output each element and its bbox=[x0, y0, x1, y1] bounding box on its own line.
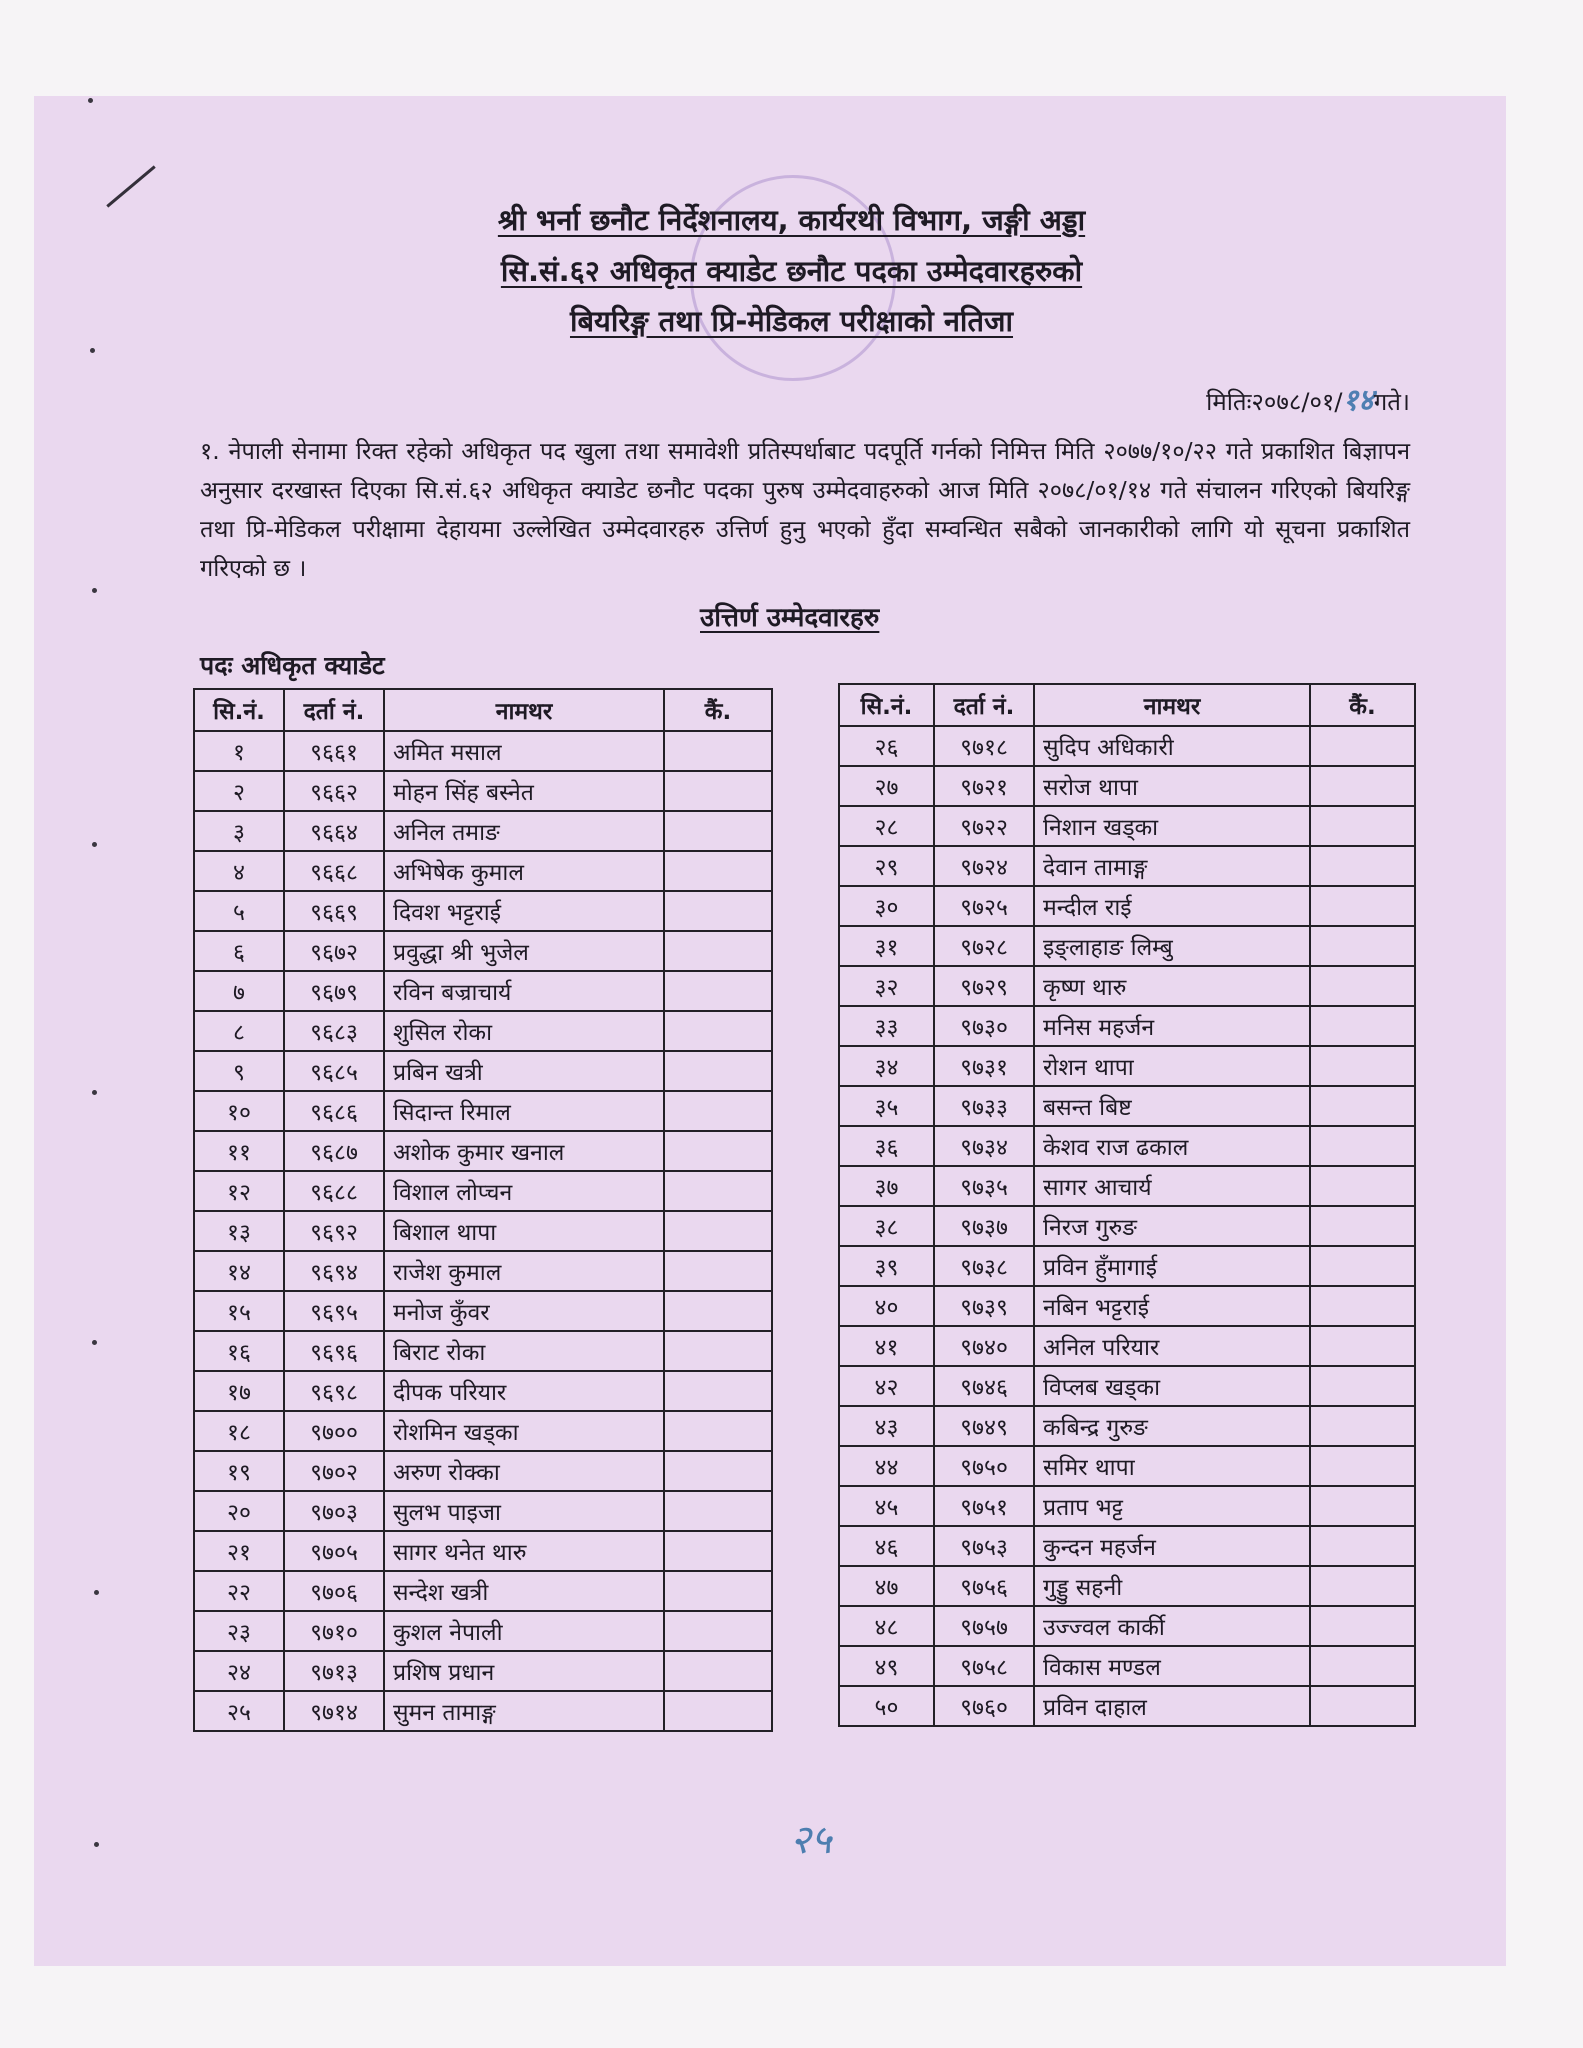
cell-name: कृष्ण थारु bbox=[1034, 966, 1310, 1006]
cell-serial-number: १६ bbox=[194, 1331, 284, 1371]
cell-serial-number: ६ bbox=[194, 931, 284, 971]
cell-name: समिर थापा bbox=[1034, 1446, 1310, 1486]
cell-remark bbox=[664, 891, 772, 931]
cell-serial-number: ३५ bbox=[839, 1086, 934, 1126]
table-row bbox=[839, 886, 1415, 926]
table-row bbox=[839, 846, 1415, 886]
cell-serial-number: १७ bbox=[194, 1371, 284, 1411]
cell-name: राजेश कुमाल bbox=[384, 1251, 664, 1291]
cell-remark bbox=[1310, 806, 1415, 846]
table-row bbox=[839, 1646, 1415, 1686]
cell-serial-number: २४ bbox=[194, 1651, 284, 1691]
table-row bbox=[194, 1531, 772, 1571]
cell-registration-number: ९६८६ bbox=[284, 1091, 384, 1131]
cell-serial-number: ४३ bbox=[839, 1406, 934, 1446]
cell-name: मन्दील राई bbox=[1034, 886, 1310, 926]
table-row bbox=[194, 1691, 772, 1731]
cell-serial-number: २७ bbox=[839, 766, 934, 806]
cell-remark bbox=[664, 1011, 772, 1051]
table-row bbox=[839, 1446, 1415, 1486]
cell-name: अशोक कुमार खनाल bbox=[384, 1131, 664, 1171]
cell-remark bbox=[1310, 1086, 1415, 1126]
cell-registration-number: ९६६२ bbox=[284, 771, 384, 811]
header-name: नामथर bbox=[384, 689, 664, 731]
cell-serial-number: १८ bbox=[194, 1411, 284, 1451]
date-suffix: गते। bbox=[1373, 388, 1410, 416]
cell-registration-number: ९७४० bbox=[934, 1326, 1034, 1366]
cell-name: मनिस महर्जन bbox=[1034, 1006, 1310, 1046]
cell-name: उज्ज्वल कार्की bbox=[1034, 1606, 1310, 1646]
cell-registration-number: ९६८५ bbox=[284, 1051, 384, 1091]
cell-name: सरोज थापा bbox=[1034, 766, 1310, 806]
table-row bbox=[194, 811, 772, 851]
cell-registration-number: ९६६४ bbox=[284, 811, 384, 851]
table-row bbox=[194, 1331, 772, 1371]
cell-remark bbox=[664, 1091, 772, 1131]
heading-line-1: श्री भर्ना छनौट निर्देशनालय, कार्यरथी विभाग, जङ्गी अड्डा bbox=[497, 203, 1086, 237]
cell-remark bbox=[1310, 1246, 1415, 1286]
cell-registration-number: ९७३७ bbox=[934, 1206, 1034, 1246]
cell-remark bbox=[1310, 926, 1415, 966]
cell-name: विशाल लोप्चन bbox=[384, 1171, 664, 1211]
cell-registration-number: ९७०५ bbox=[284, 1531, 384, 1571]
cell-serial-number: ४ bbox=[194, 851, 284, 891]
cell-serial-number: २१ bbox=[194, 1531, 284, 1571]
cell-name: कुशल नेपाली bbox=[384, 1611, 664, 1651]
cell-serial-number: २९ bbox=[839, 846, 934, 886]
cell-serial-number: ४० bbox=[839, 1286, 934, 1326]
cell-remark bbox=[664, 1531, 772, 1571]
cell-serial-number: ४७ bbox=[839, 1566, 934, 1606]
table-row bbox=[194, 1291, 772, 1331]
cell-registration-number: ९७२५ bbox=[934, 886, 1034, 926]
cell-serial-number: ३८ bbox=[839, 1206, 934, 1246]
table-row bbox=[839, 1366, 1415, 1406]
cell-registration-number: ९७१४ bbox=[284, 1691, 384, 1731]
table-row bbox=[194, 971, 772, 1011]
cell-registration-number: ९७२९ bbox=[934, 966, 1034, 1006]
cell-registration-number: ९७२४ bbox=[934, 846, 1034, 886]
table-row bbox=[839, 1006, 1415, 1046]
cell-remark bbox=[664, 771, 772, 811]
cell-remark bbox=[1310, 1646, 1415, 1686]
cell-serial-number: ३६ bbox=[839, 1126, 934, 1166]
cell-name: नबिन भट्टराई bbox=[1034, 1286, 1310, 1326]
cell-registration-number: ९६९६ bbox=[284, 1331, 384, 1371]
cell-remark bbox=[664, 1571, 772, 1611]
cell-remark bbox=[664, 1251, 772, 1291]
cell-remark bbox=[1310, 1686, 1415, 1726]
table-row bbox=[839, 1286, 1415, 1326]
cell-name: सागर आचार्य bbox=[1034, 1166, 1310, 1206]
cell-remark bbox=[664, 1451, 772, 1491]
cell-serial-number: ४१ bbox=[839, 1326, 934, 1366]
cell-remark bbox=[664, 851, 772, 891]
cell-registration-number: ९६९५ bbox=[284, 1291, 384, 1331]
margin-dot bbox=[94, 1590, 99, 1595]
cell-registration-number: ९६६१ bbox=[284, 731, 384, 771]
cell-remark bbox=[1310, 1406, 1415, 1446]
cell-serial-number: २८ bbox=[839, 806, 934, 846]
cell-registration-number: ९७२१ bbox=[934, 766, 1034, 806]
cell-name: कबिन्द्र गुरुङ bbox=[1034, 1406, 1310, 1446]
cell-name: केशव राज ढकाल bbox=[1034, 1126, 1310, 1166]
heading-line-3: बियरिङ्ग तथा प्रि-मेडिकल परीक्षाको नतिजा bbox=[569, 304, 1014, 338]
table-header-row bbox=[839, 684, 1415, 726]
margin-dot bbox=[90, 348, 95, 353]
cell-name: देवान तामाङ्ग bbox=[1034, 846, 1310, 886]
cell-serial-number: १ bbox=[194, 731, 284, 771]
cell-remark bbox=[1310, 1326, 1415, 1366]
cell-serial-number: ३ bbox=[194, 811, 284, 851]
cell-serial-number: ५० bbox=[839, 1686, 934, 1726]
cell-serial-number: ३९ bbox=[839, 1246, 934, 1286]
cell-serial-number: ४८ bbox=[839, 1606, 934, 1646]
table-row bbox=[839, 1526, 1415, 1566]
cell-name: प्रविन हुँमागाई bbox=[1034, 1246, 1310, 1286]
cell-name: रविन बज्राचार्य bbox=[384, 971, 664, 1011]
table-row bbox=[194, 1091, 772, 1131]
cell-registration-number: ९६९८ bbox=[284, 1371, 384, 1411]
post-label: पदः अधिकृत क्याडेट bbox=[200, 651, 385, 680]
cell-name: विप्लब खड्का bbox=[1034, 1366, 1310, 1406]
cell-name: सुलभ पाइजा bbox=[384, 1491, 664, 1531]
cell-remark bbox=[664, 1611, 772, 1651]
cell-name: सिदान्त रिमाल bbox=[384, 1091, 664, 1131]
cell-serial-number: ७ bbox=[194, 971, 284, 1011]
cell-serial-number: ४२ bbox=[839, 1366, 934, 1406]
cell-serial-number: १३ bbox=[194, 1211, 284, 1251]
cell-name: बिशाल थापा bbox=[384, 1211, 664, 1251]
cell-serial-number: २५ bbox=[194, 1691, 284, 1731]
cell-registration-number: ९७१३ bbox=[284, 1651, 384, 1691]
table-row bbox=[194, 1251, 772, 1291]
table-row bbox=[194, 931, 772, 971]
cell-remark bbox=[1310, 1366, 1415, 1406]
cell-serial-number: ४४ bbox=[839, 1446, 934, 1486]
handwritten-signature: २५ bbox=[790, 1817, 832, 1863]
cell-remark bbox=[664, 1331, 772, 1371]
table-row bbox=[839, 1166, 1415, 1206]
table-row bbox=[839, 1206, 1415, 1246]
table-row bbox=[839, 766, 1415, 806]
cell-remark bbox=[664, 731, 772, 771]
table-row bbox=[839, 1686, 1415, 1726]
cell-name: शुसिल रोका bbox=[384, 1011, 664, 1051]
cell-registration-number: ९६८७ bbox=[284, 1131, 384, 1171]
cell-registration-number: ९७५० bbox=[934, 1446, 1034, 1486]
table-row bbox=[839, 806, 1415, 846]
cell-serial-number: ३२ bbox=[839, 966, 934, 1006]
cell-registration-number: ९७३८ bbox=[934, 1246, 1034, 1286]
table-row bbox=[839, 1046, 1415, 1086]
cell-remark bbox=[1310, 1286, 1415, 1326]
cell-name: बसन्त बिष्ट bbox=[1034, 1086, 1310, 1126]
table-row bbox=[839, 1246, 1415, 1286]
cell-remark bbox=[664, 1651, 772, 1691]
cell-name: सुदिप अधिकारी bbox=[1034, 726, 1310, 766]
table-header-row bbox=[194, 689, 772, 731]
cell-registration-number: ९६७९ bbox=[284, 971, 384, 1011]
cell-name: दीपक परियार bbox=[384, 1371, 664, 1411]
margin-dot bbox=[92, 1340, 97, 1345]
cell-remark bbox=[1310, 1046, 1415, 1086]
cell-registration-number: ९७३४ bbox=[934, 1126, 1034, 1166]
table-row bbox=[839, 966, 1415, 1006]
cell-serial-number: ३० bbox=[839, 886, 934, 926]
cell-name: विकास मण्डल bbox=[1034, 1646, 1310, 1686]
cell-name: सुमन तामाङ्ग bbox=[384, 1691, 664, 1731]
cell-remark bbox=[664, 1051, 772, 1091]
cell-remark bbox=[664, 1691, 772, 1731]
table-row bbox=[839, 926, 1415, 966]
cell-registration-number: ९७५८ bbox=[934, 1646, 1034, 1686]
cell-serial-number: ८ bbox=[194, 1011, 284, 1051]
cell-name: प्रताप भट्ट bbox=[1034, 1486, 1310, 1526]
margin-dot bbox=[94, 1842, 99, 1847]
cell-remark bbox=[1310, 1006, 1415, 1046]
cell-registration-number: ९७१८ bbox=[934, 726, 1034, 766]
cell-serial-number: २२ bbox=[194, 1571, 284, 1611]
date-handwritten-day: १४ bbox=[1342, 383, 1374, 418]
heading-line-2: सि.सं.६२ अधिकृत क्याडेट छनौट पदका उम्मेदवारहरुको bbox=[500, 254, 1083, 288]
cell-name: रोशमिन खड्का bbox=[384, 1411, 664, 1451]
margin-dot bbox=[92, 842, 97, 847]
cell-remark bbox=[1310, 726, 1415, 766]
table-row bbox=[194, 1491, 772, 1531]
header-remark: कैं. bbox=[664, 689, 772, 731]
cell-remark bbox=[1310, 1566, 1415, 1606]
cell-serial-number: ९ bbox=[194, 1051, 284, 1091]
cell-registration-number: ९७३५ bbox=[934, 1166, 1034, 1206]
cell-serial-number: ५ bbox=[194, 891, 284, 931]
cell-name: अरुण रोक्का bbox=[384, 1451, 664, 1491]
cell-serial-number: २ bbox=[194, 771, 284, 811]
cell-remark bbox=[664, 1371, 772, 1411]
table-row bbox=[839, 1126, 1415, 1166]
table-row bbox=[194, 1011, 772, 1051]
cell-name: सन्देश खत्री bbox=[384, 1571, 664, 1611]
cell-remark bbox=[664, 931, 772, 971]
margin-dot bbox=[92, 588, 97, 593]
cell-remark bbox=[664, 971, 772, 1011]
cell-serial-number: २० bbox=[194, 1491, 284, 1531]
cell-serial-number: ३४ bbox=[839, 1046, 934, 1086]
cell-serial-number: १४ bbox=[194, 1251, 284, 1291]
cell-registration-number: ९७६० bbox=[934, 1686, 1034, 1726]
cell-registration-number: ९७०० bbox=[284, 1411, 384, 1451]
header-reg: दर्ता नं. bbox=[284, 689, 384, 731]
cell-registration-number: ९७०६ bbox=[284, 1571, 384, 1611]
cell-name: इङ्लाहाङ लिम्बु bbox=[1034, 926, 1310, 966]
table-row bbox=[194, 1411, 772, 1451]
header-name: नामथर bbox=[1034, 684, 1310, 726]
table-row bbox=[194, 1651, 772, 1691]
header-reg: दर्ता नं. bbox=[934, 684, 1034, 726]
cell-name: गुड्डु सहनी bbox=[1034, 1566, 1310, 1606]
cell-remark bbox=[1310, 1486, 1415, 1526]
cell-remark bbox=[664, 811, 772, 851]
cell-remark bbox=[664, 1171, 772, 1211]
table-row bbox=[194, 851, 772, 891]
margin-dot bbox=[92, 1090, 97, 1095]
date-prefix: मितिः२०७८/०१/ bbox=[1206, 388, 1343, 416]
cell-registration-number: ९७३१ bbox=[934, 1046, 1034, 1086]
cell-registration-number: ९७४९ bbox=[934, 1406, 1034, 1446]
cell-name: निरज गुरुङ bbox=[1034, 1206, 1310, 1246]
cell-remark bbox=[664, 1411, 772, 1451]
cell-name: अमित मसाल bbox=[384, 731, 664, 771]
table-row bbox=[194, 1571, 772, 1611]
cell-serial-number: १९ bbox=[194, 1451, 284, 1491]
cell-remark bbox=[664, 1131, 772, 1171]
cell-registration-number: ९६९२ bbox=[284, 1211, 384, 1251]
cell-name: मोहन सिंह बस्नेत bbox=[384, 771, 664, 811]
cell-serial-number: ३३ bbox=[839, 1006, 934, 1046]
cell-registration-number: ९७५७ bbox=[934, 1606, 1034, 1646]
cell-registration-number: ९७५३ bbox=[934, 1526, 1034, 1566]
cell-name: सागर थनेत थारु bbox=[384, 1531, 664, 1571]
date-line bbox=[1000, 378, 1410, 419]
cell-name: रोशन थापा bbox=[1034, 1046, 1310, 1086]
cell-remark bbox=[664, 1491, 772, 1531]
table-row bbox=[194, 1611, 772, 1651]
cell-remark bbox=[1310, 1606, 1415, 1646]
cell-registration-number: ९६८८ bbox=[284, 1171, 384, 1211]
cell-name: निशान खड्का bbox=[1034, 806, 1310, 846]
cell-registration-number: ९७०२ bbox=[284, 1451, 384, 1491]
cell-remark bbox=[664, 1211, 772, 1251]
header-sn: सि.नं. bbox=[839, 684, 934, 726]
cell-registration-number: ९७३३ bbox=[934, 1086, 1034, 1126]
table-row bbox=[194, 1051, 772, 1091]
table-row bbox=[839, 1606, 1415, 1646]
cell-remark bbox=[1310, 966, 1415, 1006]
margin-dot bbox=[88, 98, 93, 103]
header-remark: कैं. bbox=[1310, 684, 1415, 726]
table-row bbox=[194, 731, 772, 771]
cell-registration-number: ९६९४ bbox=[284, 1251, 384, 1291]
cell-remark bbox=[664, 1291, 772, 1331]
cell-name: प्रबिन खत्री bbox=[384, 1051, 664, 1091]
cell-serial-number: ४६ bbox=[839, 1526, 934, 1566]
table-row bbox=[839, 1406, 1415, 1446]
cell-serial-number: १२ bbox=[194, 1171, 284, 1211]
cell-name: कुन्दन महर्जन bbox=[1034, 1526, 1310, 1566]
cell-remark bbox=[1310, 846, 1415, 886]
cell-name: अभिषेक कुमाल bbox=[384, 851, 664, 891]
cell-registration-number: ९६७२ bbox=[284, 931, 384, 971]
cell-remark bbox=[1310, 1206, 1415, 1246]
cell-remark bbox=[1310, 1446, 1415, 1486]
cell-name: मनोज कुँवर bbox=[384, 1291, 664, 1331]
cell-registration-number: ९७४६ bbox=[934, 1366, 1034, 1406]
cell-serial-number: ४५ bbox=[839, 1486, 934, 1526]
cell-remark bbox=[1310, 886, 1415, 926]
cell-serial-number: २६ bbox=[839, 726, 934, 766]
cell-registration-number: ९६६८ bbox=[284, 851, 384, 891]
results-table-left bbox=[193, 688, 773, 1732]
cell-name: प्रशिष प्रधान bbox=[384, 1651, 664, 1691]
table-row bbox=[839, 1566, 1415, 1606]
cell-serial-number: १५ bbox=[194, 1291, 284, 1331]
cell-registration-number: ९७२८ bbox=[934, 926, 1034, 966]
cell-registration-number: ९६८३ bbox=[284, 1011, 384, 1051]
cell-remark bbox=[1310, 1126, 1415, 1166]
table-row bbox=[194, 1371, 772, 1411]
cell-serial-number: २३ bbox=[194, 1611, 284, 1651]
cell-name: प्रवुद्धा श्री भुजेल bbox=[384, 931, 664, 971]
cell-registration-number: ९७२२ bbox=[934, 806, 1034, 846]
table-row bbox=[194, 771, 772, 811]
cell-remark bbox=[1310, 1166, 1415, 1206]
table-row bbox=[839, 1086, 1415, 1126]
cell-serial-number: ३१ bbox=[839, 926, 934, 966]
table-row bbox=[194, 1451, 772, 1491]
table-row bbox=[194, 1171, 772, 1211]
notice-paragraph: १. नेपाली सेनामा रिक्त रहेको अधिकृत पद खुला तथा समावेशी प्रतिस्पर्धाबाट पदपूर्ति गर्नको निमित्त मिति २०७७/१०/२२ गते प्रकाशित बिज्ञापन अनुसार दरखास्त दिएका सि.सं.६२ अधिकृत क्याडेट छनौट पदका पुरुष उम्मेदवाहरुको आज मिति २०७८/०१/१४ गते संचालन गरिएको बियरिङ्ग तथा प्रि-मेडिकल परीक्षामा देहायमा उल्लेखित उम्मेदवारहरु उत्तिर्ण हुनु भएको हुँदा सम्वन्धित सबैको जानकारीको लागि यो सूचना प्रकाशित गरिएको छ । bbox=[200, 437, 1410, 582]
cell-name: दिवश भट्टराई bbox=[384, 891, 664, 931]
cell-remark bbox=[1310, 1526, 1415, 1566]
header-sn: सि.नं. bbox=[194, 689, 284, 731]
results-table-right bbox=[838, 683, 1416, 1727]
cell-registration-number: ९६६९ bbox=[284, 891, 384, 931]
cell-name: प्रविन दाहाल bbox=[1034, 1686, 1310, 1726]
cell-registration-number: ९७५६ bbox=[934, 1566, 1034, 1606]
cell-serial-number: ११ bbox=[194, 1131, 284, 1171]
cell-name: बिराट रोका bbox=[384, 1331, 664, 1371]
table-row bbox=[194, 1131, 772, 1171]
cell-registration-number: ९७५१ bbox=[934, 1486, 1034, 1526]
cell-serial-number: ३७ bbox=[839, 1166, 934, 1206]
cell-registration-number: ९७३९ bbox=[934, 1286, 1034, 1326]
cell-registration-number: ९७३० bbox=[934, 1006, 1034, 1046]
cell-serial-number: ४९ bbox=[839, 1646, 934, 1686]
cell-name: अनिल परियार bbox=[1034, 1326, 1310, 1366]
cell-registration-number: ९७१० bbox=[284, 1611, 384, 1651]
table-row bbox=[839, 1326, 1415, 1366]
cell-serial-number: १० bbox=[194, 1091, 284, 1131]
table-row bbox=[194, 1211, 772, 1251]
table-row bbox=[839, 1486, 1415, 1526]
passed-candidates-heading: उत्तिर्ण उम्मेदवारहरु bbox=[700, 603, 880, 633]
table-row bbox=[839, 726, 1415, 766]
cell-name: अनिल तमाङ bbox=[384, 811, 664, 851]
table-row bbox=[194, 891, 772, 931]
cell-registration-number: ९७०३ bbox=[284, 1491, 384, 1531]
cell-remark bbox=[1310, 766, 1415, 806]
